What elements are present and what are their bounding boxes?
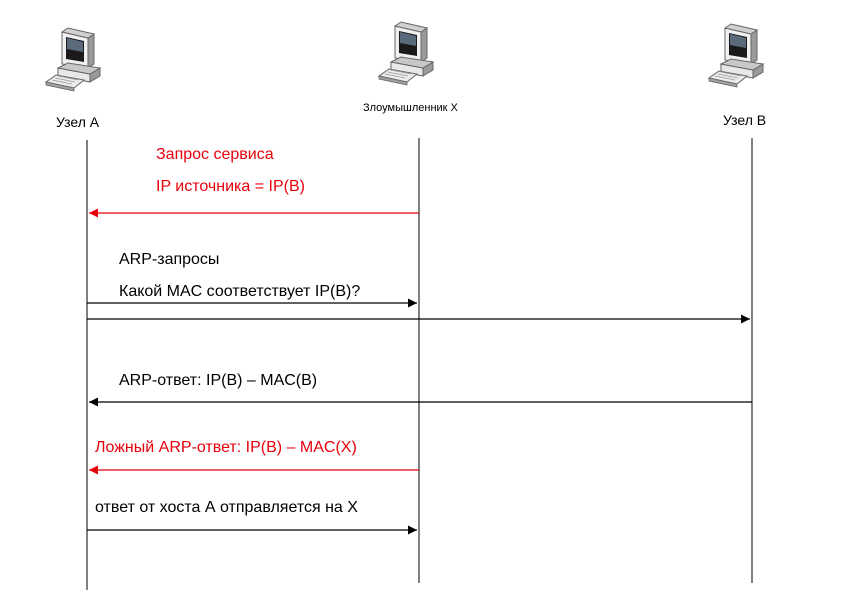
arp-question-label: Какой MAC соответствует IP(B)? xyxy=(119,283,361,300)
node-a-label: Узел А xyxy=(56,114,100,130)
node-b-label: Узел В xyxy=(723,112,767,128)
source-ip-label: IP источника = IP(B) xyxy=(156,178,305,195)
service-request-label: Запрос сервиса xyxy=(156,146,274,163)
arp-requests-label: ARP-запросы xyxy=(119,251,220,268)
response-label: ответ от хоста А отправляется на Х xyxy=(95,499,358,516)
fake-arp-reply-label: Ложный ARP-ответ: IP(B) – MAC(X) xyxy=(95,439,357,456)
computer-icon xyxy=(46,28,100,91)
node-x-label: Злоумышленник X xyxy=(363,102,458,114)
computer-icon xyxy=(709,24,763,87)
computer-icon xyxy=(379,22,433,85)
arp-reply-label: ARP-ответ: IP(B) – MAC(B) xyxy=(119,372,318,389)
